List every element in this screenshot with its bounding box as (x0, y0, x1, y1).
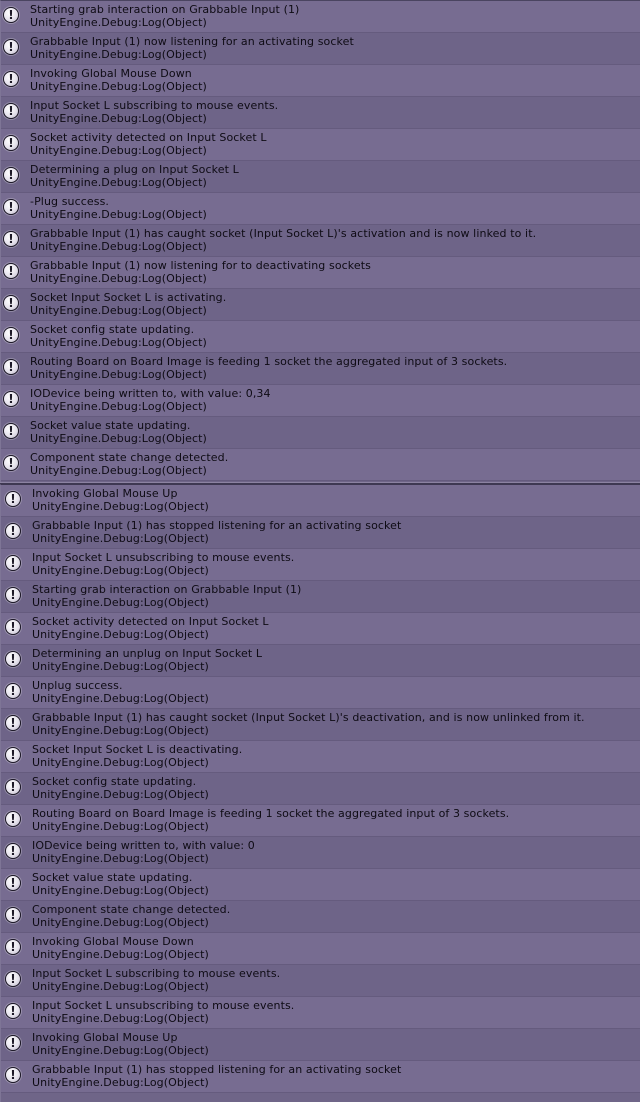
log-source: UnityEngine.Debug:Log(Object) (30, 112, 207, 125)
log-source: UnityEngine.Debug:Log(Object) (32, 596, 209, 609)
log-source: UnityEngine.Debug:Log(Object) (32, 756, 209, 769)
log-message: Input Socket L unsubscribing to mouse events. (32, 999, 295, 1012)
log-entry[interactable] (1, 837, 640, 869)
info-icon-glyph: ! (8, 264, 14, 278)
log-entry[interactable] (1, 385, 640, 417)
log-group-second (0, 484, 640, 1102)
info-icon-glyph: ! (10, 780, 16, 794)
info-icon-glyph: ! (10, 716, 16, 730)
log-entry[interactable] (1, 257, 640, 289)
log-message: Grabbable Input (1) has caught socket (Input Socket L)'s deactivation, and is now unlinked from it. (32, 711, 585, 724)
info-icon (5, 619, 21, 635)
info-icon-glyph: ! (10, 1036, 16, 1050)
log-entry[interactable] (1, 677, 640, 709)
info-icon (3, 103, 19, 119)
info-icon (5, 939, 21, 955)
log-source: UnityEngine.Debug:Log(Object) (30, 336, 207, 349)
log-message: Invoking Global Mouse Up (32, 487, 178, 500)
log-message: Invoking Global Mouse Up (32, 1031, 178, 1044)
log-message: Input Socket L subscribing to mouse events. (32, 967, 281, 980)
log-entry[interactable] (1, 549, 640, 581)
info-icon (3, 359, 19, 375)
log-entry[interactable] (1, 645, 640, 677)
info-icon-glyph: ! (10, 588, 16, 602)
log-message: IODevice being written to, with value: 0 (32, 839, 255, 852)
log-source: UnityEngine.Debug:Log(Object) (32, 980, 209, 993)
log-entry[interactable] (1, 225, 640, 257)
info-icon-glyph: ! (10, 1068, 16, 1082)
log-source: UnityEngine.Debug:Log(Object) (30, 304, 207, 317)
log-message: Starting grab interaction on Grabbable Input (1) (30, 3, 300, 16)
info-icon-glyph: ! (10, 684, 16, 698)
log-source: UnityEngine.Debug:Log(Object) (32, 916, 209, 929)
info-icon (3, 7, 19, 23)
info-icon (5, 651, 21, 667)
info-icon (5, 715, 21, 731)
log-entry[interactable] (1, 485, 640, 517)
info-icon (5, 555, 21, 571)
log-message: Socket value state updating. (30, 419, 191, 432)
log-source: UnityEngine.Debug:Log(Object) (32, 820, 209, 833)
log-entry[interactable] (1, 773, 640, 805)
info-icon-glyph: ! (8, 360, 14, 374)
log-entry[interactable] (1, 97, 640, 129)
log-source: UnityEngine.Debug:Log(Object) (30, 464, 207, 477)
info-icon-glyph: ! (10, 492, 16, 506)
log-entry[interactable] (1, 901, 640, 933)
info-icon (3, 199, 19, 215)
log-message: Invoking Global Mouse Down (30, 67, 192, 80)
info-icon (5, 1067, 21, 1083)
log-source: UnityEngine.Debug:Log(Object) (30, 400, 207, 413)
log-message: -Plug success. (30, 195, 110, 208)
log-message: Grabbable Input (1) has stopped listening for an activating socket (32, 519, 402, 532)
info-icon (5, 491, 21, 507)
log-entry[interactable] (1, 965, 640, 997)
log-source: UnityEngine.Debug:Log(Object) (32, 1044, 209, 1057)
info-icon-glyph: ! (10, 876, 16, 890)
info-icon (5, 523, 21, 539)
log-message: Unplug success. (32, 679, 123, 692)
log-source: UnityEngine.Debug:Log(Object) (32, 1076, 209, 1089)
log-entry[interactable] (1, 869, 640, 901)
log-source: UnityEngine.Debug:Log(Object) (32, 660, 209, 673)
log-source: UnityEngine.Debug:Log(Object) (32, 628, 209, 641)
info-icon-glyph: ! (8, 8, 14, 22)
log-message: Determining an unplug on Input Socket L (32, 647, 263, 660)
log-message: Socket Input Socket L is deactivating. (32, 743, 243, 756)
log-source: UnityEngine.Debug:Log(Object) (32, 948, 209, 961)
log-source: UnityEngine.Debug:Log(Object) (30, 368, 207, 381)
info-icon (3, 39, 19, 55)
info-icon-glyph: ! (8, 136, 14, 150)
info-icon-glyph: ! (8, 200, 14, 214)
info-icon (5, 811, 21, 827)
log-entry[interactable] (1, 1, 640, 33)
info-icon-glyph: ! (8, 168, 14, 182)
info-icon-glyph: ! (8, 72, 14, 86)
log-message: Routing Board on Board Image is feeding 1 socket the aggregated input of 3 sockets. (32, 807, 510, 820)
log-message: Component state change detected. (32, 903, 231, 916)
log-message: Invoking Global Mouse Down (32, 935, 194, 948)
log-message: Input Socket L unsubscribing to mouse events. (32, 551, 295, 564)
info-icon-glyph: ! (10, 1004, 16, 1018)
log-source: UnityEngine.Debug:Log(Object) (30, 272, 207, 285)
log-message: Socket activity detected on Input Socket L (30, 131, 267, 144)
info-icon (3, 167, 19, 183)
info-icon (5, 587, 21, 603)
log-source: UnityEngine.Debug:Log(Object) (30, 432, 207, 445)
log-entry[interactable] (1, 321, 640, 353)
info-icon-glyph: ! (10, 972, 16, 986)
log-source: UnityEngine.Debug:Log(Object) (30, 48, 207, 61)
log-message: Socket value state updating. (32, 871, 193, 884)
info-icon-glyph: ! (8, 232, 14, 246)
info-icon-glyph: ! (10, 524, 16, 538)
log-entry[interactable] (1, 1061, 640, 1093)
log-entry[interactable] (1, 193, 640, 225)
log-source: UnityEngine.Debug:Log(Object) (32, 788, 209, 801)
log-source: UnityEngine.Debug:Log(Object) (32, 500, 209, 513)
log-message: Socket config state updating. (32, 775, 197, 788)
log-entry[interactable] (1, 933, 640, 965)
log-source: UnityEngine.Debug:Log(Object) (32, 532, 209, 545)
log-source: UnityEngine.Debug:Log(Object) (32, 1012, 209, 1025)
info-icon-glyph: ! (8, 40, 14, 54)
log-source: UnityEngine.Debug:Log(Object) (30, 16, 207, 29)
info-icon (5, 779, 21, 795)
info-icon (5, 843, 21, 859)
log-source: UnityEngine.Debug:Log(Object) (32, 884, 209, 897)
log-entry[interactable] (1, 417, 640, 449)
info-icon-glyph: ! (8, 392, 14, 406)
log-entry[interactable] (1, 613, 640, 645)
info-icon (3, 455, 19, 471)
log-entry[interactable] (1, 517, 640, 549)
log-entry[interactable] (1, 449, 640, 481)
log-source: UnityEngine.Debug:Log(Object) (32, 724, 209, 737)
log-source: UnityEngine.Debug:Log(Object) (32, 852, 209, 865)
info-icon-glyph: ! (8, 296, 14, 310)
info-icon-glyph: ! (8, 424, 14, 438)
log-entry[interactable] (1, 581, 640, 613)
log-source: UnityEngine.Debug:Log(Object) (32, 692, 209, 705)
info-icon (5, 1035, 21, 1051)
info-icon-glyph: ! (10, 748, 16, 762)
info-icon (5, 907, 21, 923)
info-icon (3, 391, 19, 407)
info-icon-glyph: ! (10, 908, 16, 922)
info-icon (5, 747, 21, 763)
log-message: IODevice being written to, with value: 0,34 (30, 387, 271, 400)
log-message: Routing Board on Board Image is feeding 1 socket the aggregated input of 3 sockets. (30, 355, 508, 368)
info-icon-glyph: ! (10, 652, 16, 666)
log-message: Determining a plug on Input Socket L (30, 163, 239, 176)
info-icon-glyph: ! (10, 844, 16, 858)
log-entry[interactable] (1, 709, 640, 741)
log-message: Component state change detected. (30, 451, 229, 464)
log-source: UnityEngine.Debug:Log(Object) (30, 240, 207, 253)
log-entry[interactable] (1, 161, 640, 193)
info-icon (3, 295, 19, 311)
log-source: UnityEngine.Debug:Log(Object) (32, 564, 209, 577)
info-icon (3, 71, 19, 87)
info-icon (5, 683, 21, 699)
log-message: Input Socket L subscribing to mouse events. (30, 99, 279, 112)
log-entry[interactable] (1, 1029, 640, 1061)
log-message: Starting grab interaction on Grabbable Input (1) (32, 583, 302, 596)
log-message: Grabbable Input (1) now listening for to deactivating sockets (30, 259, 371, 272)
log-message: Grabbable Input (1) has stopped listening for an activating socket (32, 1063, 402, 1076)
log-entry[interactable] (1, 33, 640, 65)
info-icon (3, 423, 19, 439)
info-icon (3, 231, 19, 247)
info-icon (5, 1003, 21, 1019)
log-group-first (0, 0, 640, 482)
log-entry[interactable] (1, 129, 640, 161)
log-entry[interactable] (1, 805, 640, 837)
info-icon (3, 327, 19, 343)
log-source: UnityEngine.Debug:Log(Object) (30, 144, 207, 157)
info-icon-glyph: ! (10, 556, 16, 570)
info-icon (3, 135, 19, 151)
info-icon-glyph: ! (8, 104, 14, 118)
info-icon (3, 263, 19, 279)
log-source: UnityEngine.Debug:Log(Object) (30, 80, 207, 93)
log-entry[interactable] (1, 353, 640, 385)
log-source: UnityEngine.Debug:Log(Object) (30, 176, 207, 189)
info-icon-glyph: ! (10, 620, 16, 634)
log-source: UnityEngine.Debug:Log(Object) (30, 208, 207, 221)
log-entry[interactable] (1, 289, 640, 321)
log-message: Socket config state updating. (30, 323, 195, 336)
info-icon-glyph: ! (8, 456, 14, 470)
info-icon-glyph: ! (10, 812, 16, 826)
info-icon-glyph: ! (10, 940, 16, 954)
log-message: Grabbable Input (1) has caught socket (Input Socket L)'s activation and is now linked to it. (30, 227, 537, 240)
info-icon-glyph: ! (8, 328, 14, 342)
log-message: Grabbable Input (1) now listening for an activating socket (30, 35, 354, 48)
info-icon (5, 875, 21, 891)
log-entry[interactable] (1, 65, 640, 97)
info-icon (5, 971, 21, 987)
log-message: Socket activity detected on Input Socket L (32, 615, 269, 628)
log-entry[interactable] (1, 997, 640, 1029)
log-entry[interactable] (1, 741, 640, 773)
log-message: Socket Input Socket L is activating. (30, 291, 227, 304)
